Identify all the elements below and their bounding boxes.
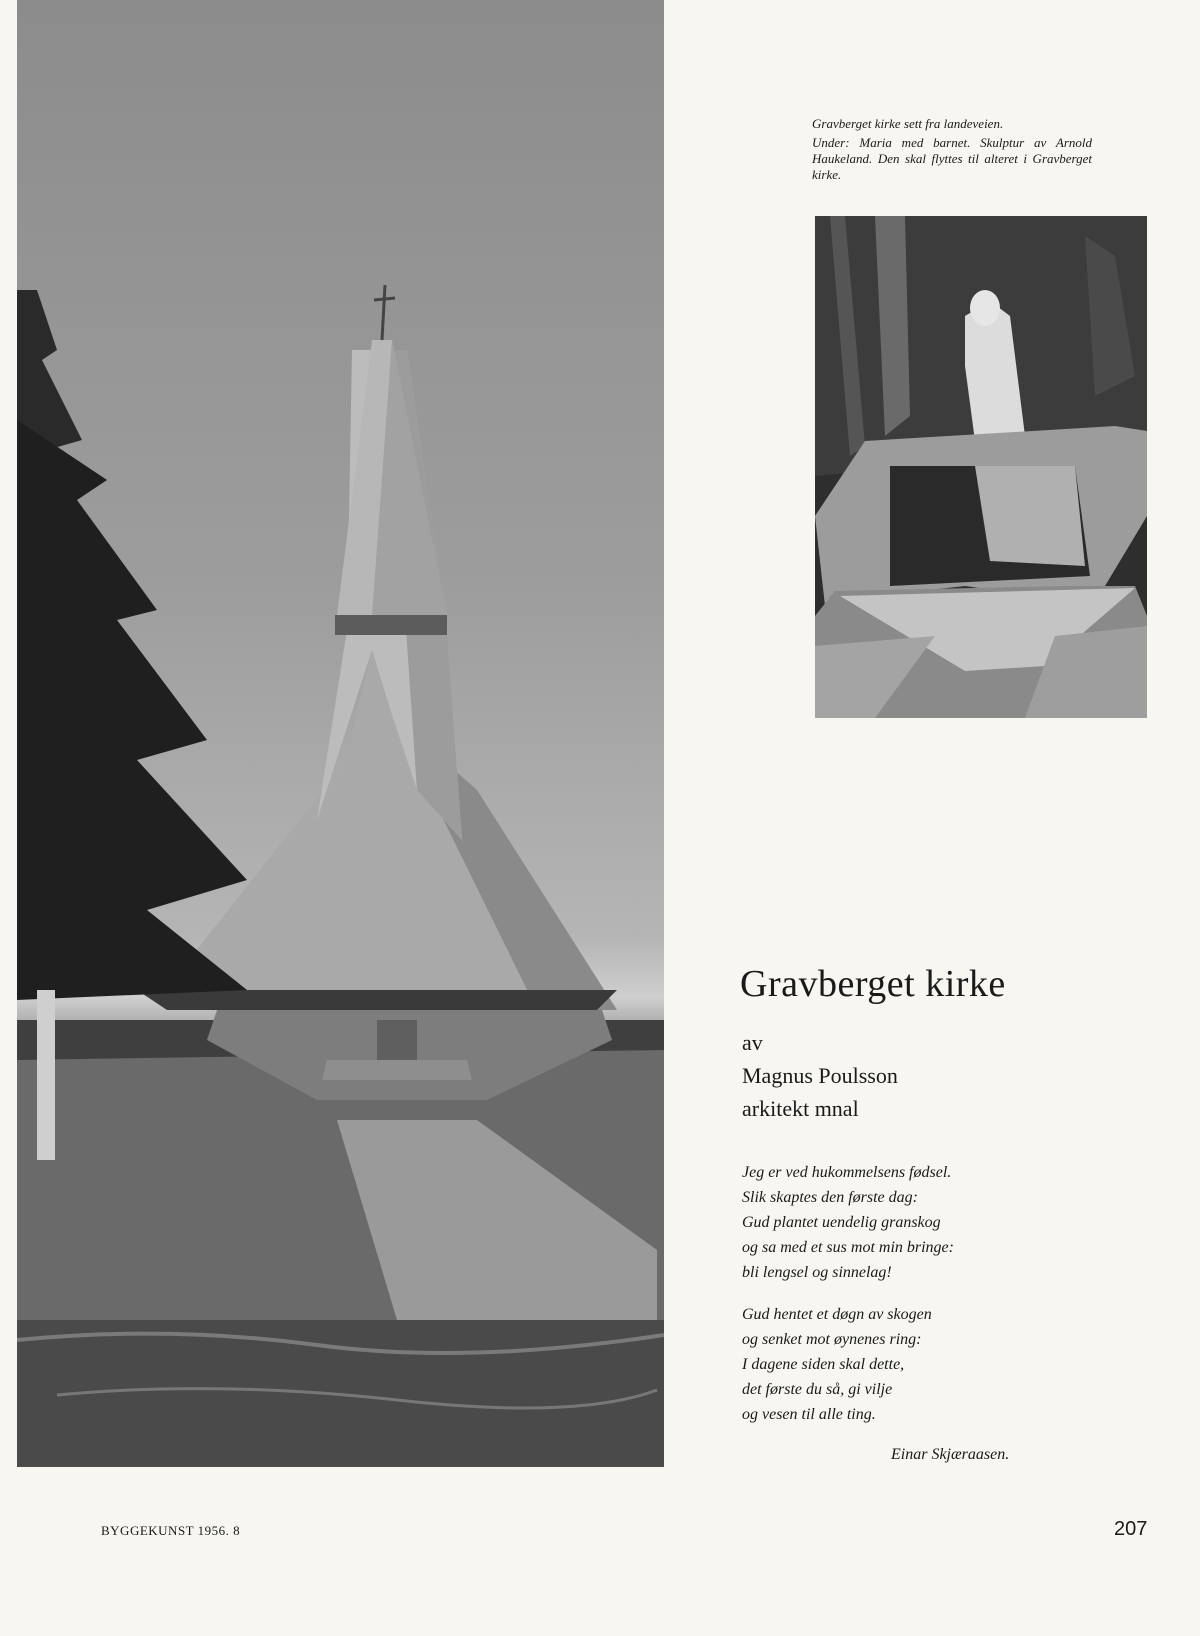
author-title: arkitekt mnal [742, 1096, 859, 1121]
church-photo [17, 0, 664, 1467]
author-name: Magnus Poulsson [742, 1063, 898, 1088]
poem-line: Gud plantet uendelig granskog [742, 1214, 941, 1231]
byline-prefix: av [742, 1030, 763, 1055]
poem-stanza-1 [742, 1160, 954, 1285]
poem-line: og vesen til alle ting. [742, 1406, 876, 1423]
poem-line: det første du så, gi vilje [742, 1381, 893, 1398]
sculpture-photo [815, 216, 1147, 718]
caption-line-1: Gravberget kirke sett fra landeveien. [812, 116, 1004, 131]
poem-line: Jeg er ved hukommelsens fødsel. [742, 1164, 952, 1181]
page-number: 207 [1114, 1518, 1148, 1540]
byline [742, 1026, 898, 1125]
poem-line: og sa med et sus mot min bringe: [742, 1239, 954, 1256]
poem-stanza-2 [742, 1302, 954, 1427]
poem-line: I dagene siden skal dette, [742, 1356, 905, 1373]
caption-line-2: Under: Maria med barnet. Skulptur av Arnold Haukeland. Den skal flyttes til alteret i Gravberget kirke. [812, 135, 1092, 182]
poem-line: og senket mot øynenes ring: [742, 1331, 922, 1348]
photo-caption [812, 116, 1092, 186]
article-title: Gravberget kirke [740, 963, 1006, 1005]
poem-line: Slik skaptes den første dag: [742, 1189, 918, 1206]
publication-footer: BYGGEKUNST 1956. 8 [101, 1523, 241, 1538]
poem-line: Gud hentet et døgn av skogen [742, 1306, 932, 1323]
poem-author: Einar Skjæraasen. [891, 1446, 1010, 1463]
poem-line: bli lengsel og sinnelag! [742, 1264, 892, 1281]
poem [742, 1160, 954, 1444]
